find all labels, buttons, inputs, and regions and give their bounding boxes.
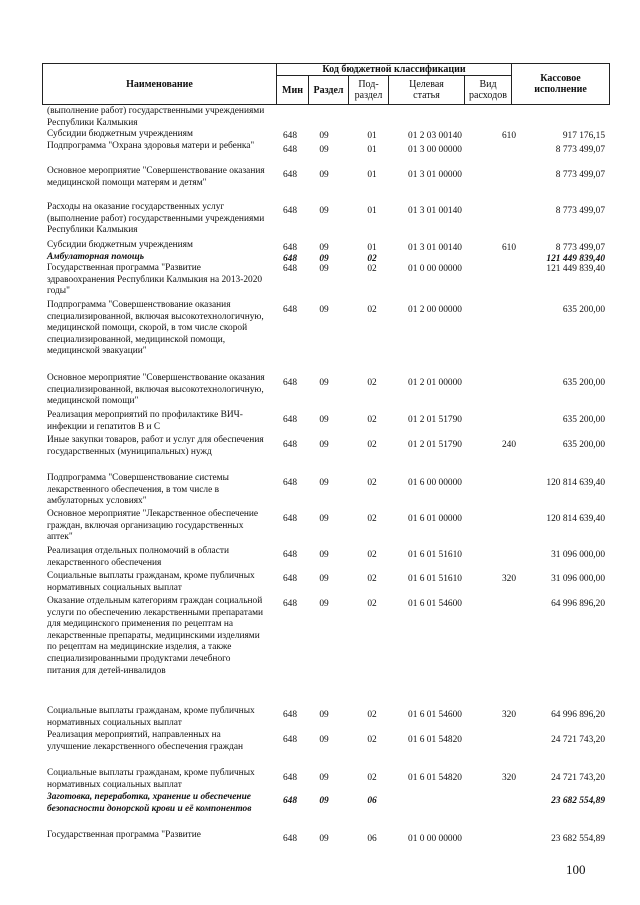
row-cs: 01 6 01 00000 (408, 514, 462, 524)
row-min: 648 (282, 440, 298, 450)
row-name: Государственная программа "Развитие (47, 830, 201, 840)
row-pr: 01 (367, 243, 377, 253)
row-name: Социальные выплаты гражданам, кроме публичных нормативных социальных выплат (47, 768, 255, 790)
row-amount: 8 773 499,07 (555, 243, 605, 253)
row-rz: 09 (319, 834, 329, 844)
row-name: Реализация мероприятий по профилактике ВИЧ-инфекции и гепатитов В и С (47, 410, 243, 432)
row-name: Основное мероприятие "Совершенствование оказания медицинской помощи матерям и детям" (47, 166, 265, 188)
row-min: 648 (282, 243, 298, 253)
row-rz: 09 (319, 735, 329, 745)
header-name: Наименование (43, 64, 277, 104)
row-cs: 01 3 01 00140 (408, 206, 462, 216)
row-cs: 01 6 01 54820 (408, 773, 462, 783)
row-cs: 01 2 03 00140 (408, 131, 462, 141)
row-name: Субсидии бюджетным учреждениям (47, 129, 193, 139)
row-name: Субсидии бюджетным учреждениям (47, 240, 193, 250)
row-name: Реализация мероприятий, направленных на улучшение лекарственного обеспечения граждан (47, 730, 244, 752)
row-cs: 01 3 01 00000 (408, 170, 462, 180)
row-cs: 01 6 01 54600 (408, 599, 462, 609)
row-name: Социальные выплаты гражданам, кроме публичных нормативных социальных выплат (47, 571, 255, 593)
header-cel: Целевая статья (389, 76, 465, 104)
row-pr: 02 (367, 378, 377, 388)
row-name: Амбулаторная помощь (47, 252, 144, 262)
row-name: Социальные выплаты гражданам, кроме публичных нормативных социальных выплат (47, 706, 255, 728)
row-pr: 02 (367, 599, 377, 609)
row-amount: 635 200,00 (562, 415, 605, 425)
row-name: Иные закупки товаров, работ и услуг для обеспечения государственных (муниципальных) нужд (47, 435, 264, 457)
row-min: 648 (282, 550, 298, 560)
row-min: 648 (282, 796, 298, 806)
row-pr: 02 (367, 574, 377, 584)
row-amount: 121 449 839,40 (546, 264, 605, 274)
row-cs: 01 2 01 51790 (408, 440, 462, 450)
row-vr: 320 (501, 773, 517, 783)
row-cs: 01 3 00 00000 (408, 145, 462, 155)
page-number: 100 (566, 862, 586, 877)
row-cs: 01 6 00 00000 (408, 478, 462, 488)
row-rz: 09 (319, 264, 329, 274)
row-pr: 02 (367, 514, 377, 524)
row-pr: 02 (367, 264, 377, 274)
row-min: 648 (282, 206, 298, 216)
row-pr: 02 (367, 415, 377, 425)
row-amount: 23 682 554,89 (551, 796, 605, 806)
row-cs: 01 2 01 51790 (408, 415, 462, 425)
row-rz: 09 (319, 574, 329, 584)
row-vr: 240 (501, 440, 517, 450)
row-amount: 31 096 000,00 (551, 574, 605, 584)
row-pr: 02 (367, 735, 377, 745)
row-rz: 09 (319, 131, 329, 141)
row-min: 648 (282, 514, 298, 524)
row-rz: 09 (319, 514, 329, 524)
row-amount: 120 814 639,40 (546, 514, 605, 524)
row-name: Реализация отдельных полномочий в области лекарственного обеспечения (47, 546, 229, 568)
row-pr: 01 (367, 206, 377, 216)
row-cs: 01 0 00 00000 (408, 834, 462, 844)
row-pr: 06 (367, 834, 377, 844)
row-amount: 635 200,00 (562, 305, 605, 315)
row-pr: 02 (367, 773, 377, 783)
row-min: 648 (282, 735, 298, 745)
row-cs: 01 2 01 00000 (408, 378, 462, 388)
row-name: Основное мероприятие "Лекарственное обеспечение граждан, включая организацию государственных аптек" (47, 509, 259, 543)
row-name: Подпрограмма "Охрана здоровья матери и ребенка" (47, 141, 255, 151)
row-cs: 01 6 01 54820 (408, 735, 462, 745)
row-pr: 06 (367, 796, 377, 806)
header-min: Мин (277, 76, 309, 104)
row-amount: 8 773 499,07 (555, 206, 605, 216)
row-cs: 01 6 01 51610 (408, 574, 462, 584)
row-cs: 01 3 01 00140 (408, 243, 462, 253)
row-rz: 09 (319, 170, 329, 180)
row-pr: 02 (367, 478, 377, 488)
row-pr: 01 (367, 131, 377, 141)
row-min: 648 (282, 415, 298, 425)
row-min: 648 (282, 170, 298, 180)
row-min: 648 (282, 131, 298, 141)
header-vid: Вид расходов (465, 76, 512, 104)
row-min: 648 (282, 305, 298, 315)
header-podrazdel: Под- раздел (349, 76, 389, 104)
row-name: Заготовка, переработка, хранение и обеспечение безопасности донорской крови и её компонентов (47, 792, 252, 814)
row-vr: 320 (501, 710, 517, 720)
header-kbk: Код бюджетной классификации (277, 64, 512, 76)
row-name: Государственная программа "Развитие здравоохранения Республики Калмыкия на 2013-2020 годы" (47, 263, 263, 297)
row-min: 648 (282, 254, 298, 264)
row-name: Оказание отдельным категориям граждан социальной услуги по обеспечению лекарственными препаратами для медицинского применения по рецептам на лекарственные препараты, медицинскими изделиями по рецептам на медицинские изделия, а также специализированными продуктами лечебного питания для детей-инвалидов (47, 596, 264, 676)
row-amount: 64 996 896,20 (551, 710, 605, 720)
row-rz: 09 (319, 206, 329, 216)
row-rz: 09 (319, 550, 329, 560)
row-rz: 09 (319, 796, 329, 806)
row-amount: 917 176,15 (562, 131, 605, 141)
row-rz: 09 (319, 478, 329, 488)
row-min: 648 (282, 773, 298, 783)
row-rz: 09 (319, 599, 329, 609)
header-kass: Кассовое исполнение (534, 73, 587, 95)
row-name: Основное мероприятие "Совершенствование оказания специализированной, включая высокотехнологичную, медицинской помощи" (47, 373, 265, 407)
row-pr: 02 (367, 550, 377, 560)
row-amount: 121 449 839,40 (546, 254, 605, 264)
row-name: Подпрограмма "Совершенствование системы лекарственного обеспечения, в том числе в амбулаторных условиях" (47, 473, 229, 507)
row-amount: 635 200,00 (562, 440, 605, 450)
row-min: 648 (282, 478, 298, 488)
row-pr: 02 (367, 305, 377, 315)
row-amount: 23 682 554,89 (551, 834, 605, 844)
row-vr: 610 (501, 131, 517, 141)
row-amount: 31 096 000,00 (551, 550, 605, 560)
row-cs: 01 2 00 00000 (408, 305, 462, 315)
row-name: (выполнение работ) государственными учреждениями Республики Калмыкия (47, 106, 265, 128)
row-pr: 02 (367, 440, 377, 450)
row-cs: 01 6 01 51610 (408, 550, 462, 560)
row-rz: 09 (319, 305, 329, 315)
table-header (42, 63, 610, 105)
row-vr: 610 (501, 243, 517, 253)
row-amount: 120 814 639,40 (546, 478, 605, 488)
row-pr: 02 (367, 254, 377, 264)
row-pr: 02 (367, 710, 377, 720)
row-rz: 09 (319, 440, 329, 450)
row-rz: 09 (319, 710, 329, 720)
row-min: 648 (282, 264, 298, 274)
row-cs: 01 6 01 54600 (408, 710, 462, 720)
header-razdel: Раздел (309, 76, 349, 104)
row-amount: 24 721 743,20 (551, 735, 605, 745)
row-name: Расходы на оказание государственных услуг (выполнение работ) государственными учреждениями Республики Калмыкия (47, 202, 265, 236)
row-min: 648 (282, 710, 298, 720)
row-pr: 01 (367, 145, 377, 155)
row-min: 648 (282, 574, 298, 584)
row-amount: 24 721 743,20 (551, 773, 605, 783)
row-min: 648 (282, 378, 298, 388)
row-rz: 09 (319, 254, 329, 264)
row-amount: 8 773 499,07 (555, 170, 605, 180)
row-min: 648 (282, 599, 298, 609)
row-min: 648 (282, 145, 298, 155)
row-cs: 01 0 00 00000 (408, 264, 462, 274)
row-rz: 09 (319, 145, 329, 155)
row-min: 648 (282, 834, 298, 844)
row-amount: 64 996 896,20 (551, 599, 605, 609)
row-rz: 09 (319, 243, 329, 253)
row-vr: 320 (501, 574, 517, 584)
row-name: Подпрограмма "Совершенствование оказания специализированной, включая высокотехнологичную, медицинской помощи, скорой, в том числе скорой специализированной, медицинской помощи, медицинской эвакуации" (47, 300, 264, 357)
row-rz: 09 (319, 378, 329, 388)
row-pr: 01 (367, 170, 377, 180)
row-rz: 09 (319, 773, 329, 783)
row-rz: 09 (319, 415, 329, 425)
row-amount: 8 773 499,07 (555, 145, 605, 155)
row-amount: 635 200,00 (562, 378, 605, 388)
